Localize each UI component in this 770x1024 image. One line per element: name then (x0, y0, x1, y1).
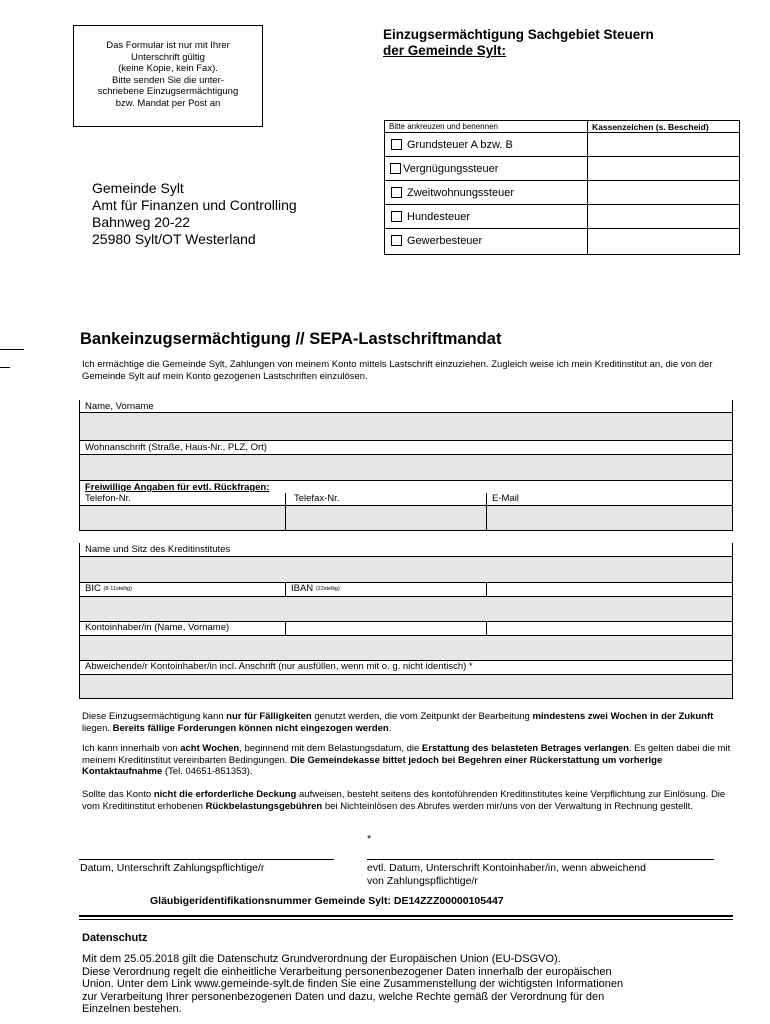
tax-row-label: Zweitwohnungssteuer (407, 187, 515, 199)
phone-field[interactable] (80, 506, 285, 530)
kassenzeichen-field[interactable] (588, 181, 739, 205)
bic-note: (8-11stellig) (103, 586, 132, 592)
bank-field[interactable] (80, 556, 732, 583)
privacy-text: Mit dem 25.05.2018 gilt die Datenschutz Grundverordnung der Europäischen Union (EU-DSGVO). Diese Verordnung regelt die einheitliche Verarbeitung personenbezogener Daten innerhalb der europäischen Union. Unter dem Link www.gemeinde-sylt.de finden Sie eine Zusammenstellung der wichtigsten Informationen zur Verarbeitung Ihrer personenbezogenen Daten und dazu, welche Rechte gemäß der Verordnung für den Einzelnen bestehen. (82, 953, 624, 1015)
divider (79, 919, 733, 920)
holder-field[interactable] (80, 635, 732, 661)
fax-field[interactable] (286, 506, 486, 530)
email-field[interactable] (487, 506, 732, 530)
signature-label-holder: evtl. Datum, Unterschrift Kontoinhaber/in, wenn abweichend von Zahlungspflichtige/r (367, 862, 646, 887)
fax-label: Telefax-Nr. (294, 493, 340, 504)
tax-table-header-right: Kassenzeichen (s. Bescheid) (588, 121, 739, 133)
checkbox[interactable] (391, 187, 402, 198)
paragraph-refund: Ich kann innerhalb von acht Wochen, beginnend mit dem Belastungsdatum, die Erstattung des belasteten Betrages verlangen. Es gelten dabei die mit meinem Kreditinstitut vereinbarten Bedingungen. Die Gemeindekasse bittet jedoch bei Begehren einer Rückerstattung um vorherige Kontaktaufnahme (Tel. 04651-851353). (82, 743, 731, 777)
recipient-address (92, 180, 297, 248)
name-label: Name, Vorname (85, 401, 154, 412)
notice-line: (keine Kopie, kein Fax). (118, 63, 218, 74)
payer-details-section (79, 400, 733, 531)
kassenzeichen-field[interactable] (588, 157, 739, 181)
notice-line: Bitte senden Sie die unter- (112, 74, 224, 86)
name-field[interactable] (80, 412, 732, 441)
checkbox[interactable] (391, 235, 402, 246)
divider (285, 583, 286, 596)
notice-box (73, 25, 263, 127)
paragraph-coverage: Sollte das Konto nicht die erforderliche Deckung aufweisen, besteht seitens des kontoführenden Kreditinstitutes keine Verpflichtung zur Einlösung. Die vom Kreditinstitut erhobenen Rückbelastungsgebühren bei Nichteinlösen des Abrufes werden mir/uns von der Verwaltung in Rechnung gestellt. (82, 789, 726, 812)
signature-line-holder[interactable] (367, 859, 714, 860)
holder-label: Kontoinhaber/in (Name, Vorname) (85, 622, 230, 633)
kassenzeichen-field[interactable] (588, 229, 739, 255)
checkbox[interactable] (391, 139, 402, 150)
bank-details-section (79, 543, 733, 699)
kassenzeichen-field[interactable] (588, 205, 739, 229)
address-line: Gemeinde Sylt (92, 180, 184, 196)
address-field[interactable] (80, 454, 732, 481)
phone-label: Telefon-Nr. (85, 493, 131, 504)
fold-mark (0, 349, 24, 350)
address-line: Amt für Finanzen und Controlling (92, 197, 297, 213)
bic-label: BIC $^{(8-11stellig)}$ (85, 583, 132, 594)
tax-row-label: Hundesteuer (407, 211, 470, 223)
mandate-heading: Bankeinzugsermächtigung // SEPA-Lastschriftmandat (80, 330, 502, 348)
notice-line: schriebene Einzugsermächtigung (97, 86, 239, 97)
signature-label-payer: Datum, Unterschrift Zahlungspflichtige/r (80, 862, 265, 874)
checkbox[interactable] (391, 211, 402, 222)
tax-selection-table (384, 120, 740, 255)
divider (79, 915, 733, 917)
checkbox[interactable] (390, 163, 401, 174)
notice-line: Unterschrift gültig (131, 51, 205, 63)
title-line-2: der Gemeinde Sylt: (383, 43, 507, 58)
privacy-heading: Datenschutz (82, 932, 148, 944)
address-line: 25980 Sylt/OT Westerland (92, 231, 256, 247)
bank-label: Name und Sitz des Kreditinstitutes (85, 544, 231, 555)
email-label: E-Mail (492, 493, 519, 504)
iban-label: IBAN $^{(22stellig)}$ (291, 583, 340, 594)
optional-info-label: Freiwillige Angaben für evtl. Rückfragen: (85, 482, 270, 493)
title-line-1: Einzugsermächtigung Sachgebiet Steuern (383, 27, 654, 42)
tax-table-header-left: Bitte ankreuzen und benennen (385, 121, 588, 133)
tax-row-vergnuegungssteuer (385, 157, 588, 181)
divider (486, 622, 487, 635)
tax-row-label: Vergnügungssteuer (403, 163, 499, 175)
address-line: Bahnweg 20-22 (92, 214, 191, 230)
divider (486, 583, 487, 596)
notice-line: Das Formular ist nur mit Ihrer (106, 40, 230, 51)
document-title (383, 27, 654, 59)
tax-row-gewerbesteuer (385, 229, 588, 255)
tax-row-zweitwohnungssteuer (385, 181, 588, 205)
notice-line: bzw. Mandat per Post an (115, 97, 221, 109)
tax-row-label: Gewerbesteuer (407, 235, 483, 247)
creditor-id: Gläubigeridentifikationsnummer Gemeinde Sylt: DE14ZZZ00000105447 (150, 895, 504, 907)
bic-iban-field[interactable] (80, 596, 732, 622)
paragraph-due-dates: Diese Einzugsermächtigung kann nur für Fälligkeiten genutzt werden, die vom Zeitpunkt der Bearbeitung mindestens zwei Wochen in der Zukunft liegen. Bereits fällige Forderungen können nicht eingezogen werden. (82, 711, 714, 734)
tax-row-hundesteuer (385, 205, 588, 229)
address-label: Wohnanschrift (Straße, Haus-Nr., PLZ, Ort) (85, 442, 267, 453)
signature-line-payer[interactable] (79, 859, 334, 860)
alt-holder-label: Abweichende/r Kontoinhaber/in incl. Anschrift (nur ausfüllen, wenn mit o. g. nicht identisch) * (85, 661, 473, 672)
mandate-intro: Ich ermächtige die Gemeinde Sylt, Zahlungen von meinem Konto mittels Lastschrift einzuziehen. Zugleich weise ich mein Kreditinstitut an, die von der Gemeinde Sylt auf mein Konto gezogenen Lastschriften einzulösen. (82, 359, 713, 382)
tax-row-grundsteuer (385, 133, 588, 157)
punch-mark (0, 367, 10, 368)
alt-holder-field[interactable] (80, 674, 732, 698)
iban-note: (22stellig) (315, 586, 340, 592)
kassenzeichen-field[interactable] (588, 133, 739, 157)
divider (285, 622, 286, 635)
asterisk-mark: * (367, 833, 372, 845)
tax-row-label: Grundsteuer A bzw. B (407, 139, 513, 151)
